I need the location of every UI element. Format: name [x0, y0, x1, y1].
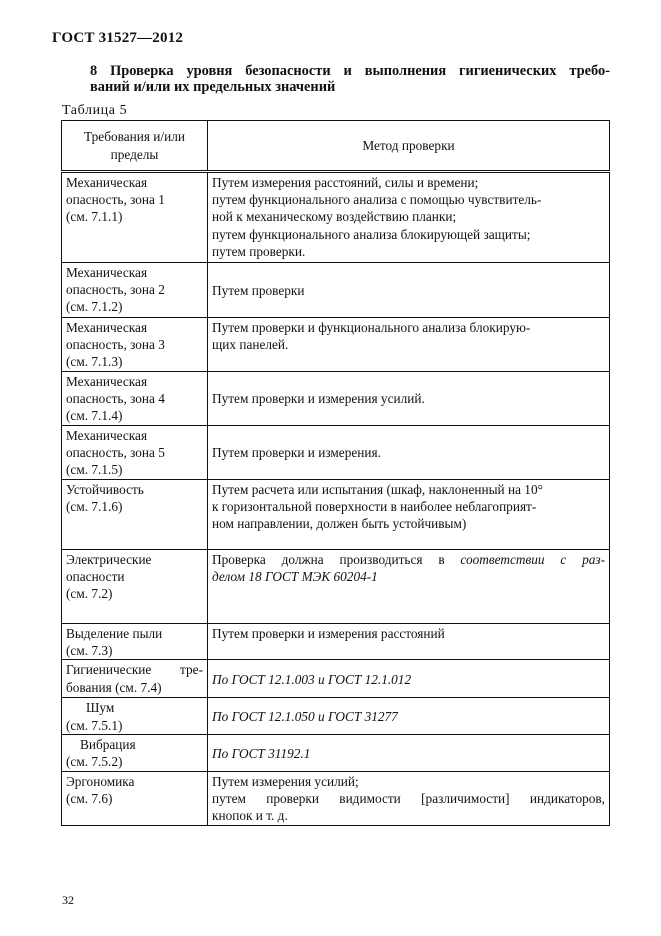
- table-row: [62, 318, 610, 372]
- requirement-cell: [62, 263, 208, 318]
- requirement-text: опасность, зона 3: [66, 337, 165, 353]
- standard-header: ГОСТ 31527—2012: [52, 30, 184, 46]
- method-text: путем проверки видимости [различимости] индикаторов,: [212, 791, 605, 807]
- page-number: 32: [62, 893, 74, 907]
- method-cell: По ГОСТ 12.1.050 и ГОСТ 31277: [208, 698, 610, 734]
- method-text: [212, 551, 605, 568]
- requirement-cell: [62, 734, 208, 771]
- requirement-cell: [62, 660, 208, 698]
- requirement-text: (см. 7.1.2): [66, 299, 123, 315]
- requirement-text: Эргономика: [66, 773, 135, 789]
- requirement-text: (см. 7.1.1): [66, 209, 123, 225]
- method-cell: [208, 318, 610, 372]
- requirement-text: (см. 7.5.2): [66, 754, 123, 770]
- method-text: Путем проверки: [212, 282, 305, 298]
- table-row: [62, 624, 610, 660]
- method-cell: [208, 624, 610, 660]
- requirement-text: Гигиенические тре-: [66, 662, 203, 678]
- method-cell: [208, 771, 610, 825]
- table-row: [62, 550, 610, 624]
- requirement-cell: [62, 771, 208, 825]
- requirement-cell: [62, 624, 208, 660]
- requirement-text: Механическая: [66, 374, 148, 389]
- requirement-text: опасности: [66, 569, 125, 585]
- method-text: Путем измерения расстояний, силы и времени;: [212, 175, 479, 190]
- requirement-text: бования (см. 7.4): [66, 679, 162, 695]
- method-cell: [208, 480, 610, 550]
- requirement-text: Устойчивость: [66, 482, 144, 497]
- column-header-requirements: Требования и/или пределы: [62, 121, 208, 172]
- section-heading: [62, 63, 610, 95]
- requirement-text: (см. 7.3): [66, 643, 113, 659]
- requirement-text: (см. 7.1.5): [66, 462, 123, 478]
- method-text: ном направлении, должен быть устойчивым): [212, 516, 467, 532]
- requirement-text: Вибрация: [80, 736, 136, 752]
- requirement-text: Выделение пыли: [66, 626, 163, 641]
- table-row: [62, 426, 610, 480]
- method-text: Путем проверки и измерения.: [212, 445, 381, 461]
- table-caption: Таблица 5: [62, 103, 128, 118]
- verification-table: [61, 120, 610, 826]
- requirement-text: Механическая: [66, 428, 148, 443]
- method-cell: [208, 263, 610, 318]
- table-row: [62, 480, 610, 550]
- section-heading-line-1: 8 Проверка уровня безопасности и выполнения гигиенических требо-: [90, 63, 610, 79]
- table-row: [62, 698, 610, 734]
- method-cell: [208, 372, 610, 426]
- table-row: [62, 263, 610, 318]
- method-text: путем проверки.: [212, 243, 306, 259]
- requirement-cell: [62, 550, 208, 624]
- requirement-text: Шум: [86, 700, 115, 716]
- method-cell: [208, 426, 610, 480]
- method-cell: [208, 550, 610, 624]
- method-cell: [208, 172, 610, 263]
- requirement-text: опасность, зона 4: [66, 391, 165, 407]
- requirement-text: (см. 7.6): [66, 791, 113, 807]
- requirement-text: опасность, зона 5: [66, 445, 165, 461]
- requirement-text: Механическая: [66, 265, 148, 280]
- method-cell: По ГОСТ 31192.1: [208, 734, 610, 771]
- method-text: Путем проверки и функционального анализа блокирую-: [212, 320, 531, 335]
- method-text-italic: делом 18 ГОСТ МЭК 60204-1: [212, 569, 378, 585]
- table-row: [62, 660, 610, 698]
- table-row: [62, 771, 610, 825]
- requirement-text: (см. 7.1.4): [66, 408, 123, 424]
- method-cell: По ГОСТ 12.1.003 и ГОСТ 12.1.012: [208, 660, 610, 698]
- method-text: путем функционального анализа с помощью чувствитель-: [212, 192, 542, 208]
- method-text: путем функционального анализа блокирующей защиты;: [212, 226, 531, 242]
- method-text: Путем проверки и измерения расстояний: [212, 626, 445, 641]
- method-text: Путем проверки и измерения усилий.: [212, 391, 425, 407]
- requirement-cell: [62, 480, 208, 550]
- method-text-italic: соответствии с раз-: [460, 552, 605, 567]
- requirement-text: (см. 7.5.1): [66, 717, 123, 733]
- requirement-cell: [62, 426, 208, 480]
- requirement-text: (см. 7.1.3): [66, 354, 123, 370]
- table-header-row: [62, 121, 610, 172]
- method-text: Путем расчета или испытания (шкаф, наклоненный на 10°: [212, 482, 543, 497]
- method-text: ной к механическому воздействию планки;: [212, 209, 457, 225]
- method-text: кнопок и т. д.: [212, 808, 288, 824]
- requirement-cell: [62, 318, 208, 372]
- section-heading-line-2: ваний и/или их предельных значений: [90, 79, 336, 95]
- requirement-cell: [62, 172, 208, 263]
- requirement-text: опасность, зона 1: [66, 192, 165, 208]
- requirement-text: (см. 7.1.6): [66, 499, 123, 515]
- requirement-cell: [62, 698, 208, 734]
- requirement-text: Механическая: [66, 320, 148, 335]
- table-row: [62, 372, 610, 426]
- table-row: [62, 172, 610, 263]
- column-header-method: Метод проверки: [208, 121, 610, 172]
- requirement-text: Электрические: [66, 552, 152, 567]
- method-text: Путем измерения усилий;: [212, 773, 359, 789]
- method-text: щих панелей.: [212, 337, 289, 353]
- requirement-text: (см. 7.2): [66, 586, 113, 602]
- table-row: [62, 734, 610, 771]
- requirement-text: Механическая: [66, 175, 148, 190]
- method-text-plain: Проверка должна производиться в: [212, 552, 461, 567]
- requirement-cell: [62, 372, 208, 426]
- method-text: к горизонтальной поверхности в наиболее неблагоприят-: [212, 499, 537, 515]
- requirement-text: опасность, зона 2: [66, 282, 165, 298]
